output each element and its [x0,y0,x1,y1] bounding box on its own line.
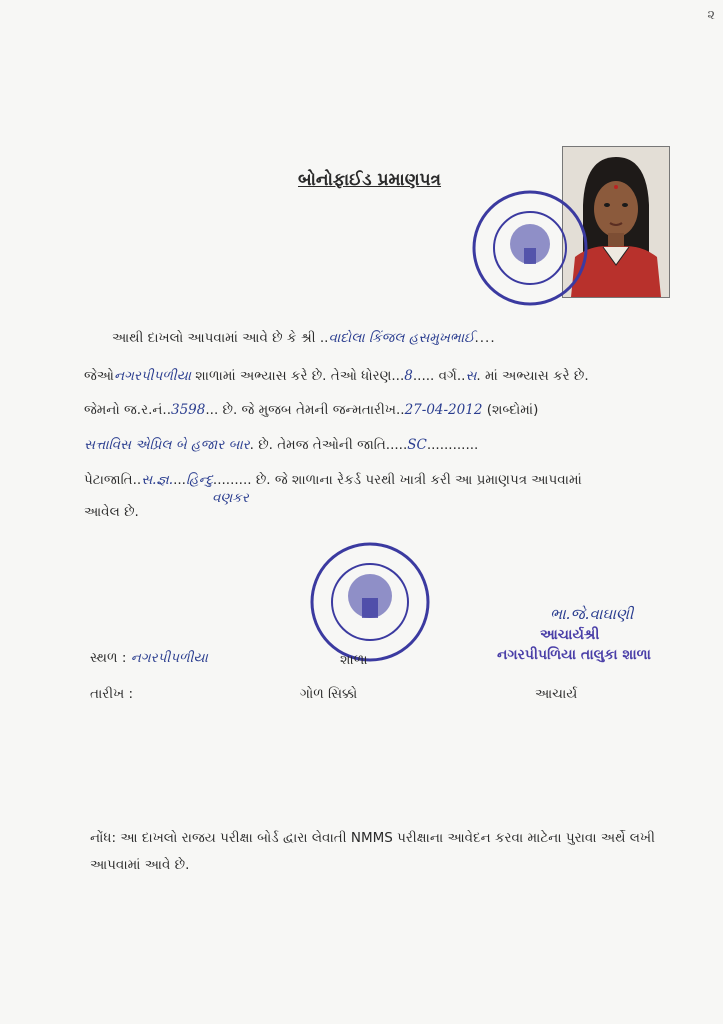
signature-name: ભા.જે.વાઘાણી [550,605,634,623]
body-line-3: જેમનો જ.ર.નં..3598... છે. જે મુજબ તેમની જન્મતારીખ..27-04-2012 (શબ્દોમાં) [84,402,539,418]
school-seal-bottom [308,540,432,664]
date-label: તારીખ : [90,686,134,702]
school-seal-top [470,188,590,308]
school-label: શાળા [340,652,368,668]
subcaste-value: હિન્દુ [185,472,213,488]
body-line-5: પેટાજાતિ..સ.જ્ઞ....હિન્દુ......... છે. જે શાળાના રેકર્ડ પરથી ખાત્રી કરી આ પ્રમાણપત્ર આપવામાં [84,472,582,488]
standard-value: 8 [404,368,413,384]
body-line-6: આવેલ છે. [84,504,139,520]
caste-value: SC [407,437,427,453]
school-name-handwritten: નગરપીપળીયા [113,368,191,384]
signature-stamp-school: નગરપીપળિયા તાલુકા શાળા [497,647,651,663]
student-name: વાદોલા કિંજલ હસમુખભાઈ [328,330,475,346]
subcaste-extra: વણકર [212,490,249,506]
dob-in-words: સત્તાવિસ એપ્રિલ બે હજાર બાર [84,437,250,453]
signature-stamp-title: આચાર્યશ્રી [540,627,600,643]
registration-number: 3598 [171,402,206,418]
seal-label: ગોળ સિક્કો [300,686,358,702]
footnote: નોંધ: આ દાખલો રાજય પરીક્ષા બોર્ડ દ્વારા લેવાતી NMMS પરીક્ષાના આવેદન કરવા માટેના પુરાવા અર્થે લખી આપવામાં આવે છે. [90,830,655,873]
religion-value: સ.જ્ઞ. [141,472,174,488]
page-title: બોનોફાઈડ પ્રમાણપત્ર [298,170,442,190]
principal-label: આચાર્ય [535,686,578,702]
place-value: નગરપીપળીયા [130,650,208,666]
page-number: ૨ [707,8,715,23]
body-line-1: આથી દાખલો આપવામાં આવે છે કે શ્રી ..વાદોલા કિંજલ હસમુખભાઈ.... [112,330,496,346]
place-label: સ્થળ : [90,650,127,666]
body-line-4: સત્તાવિસ એપ્રિલ બે હજાર બાર. છે. તેમજ તેઓની જાતિ.....SC............ [84,437,479,453]
place-row [90,650,208,666]
date-of-birth: 27-04-2012 [404,402,483,418]
division-value: સ [465,368,477,384]
body-line-2: જેઓનગરપીપળીયા શાળામાં અભ્યાસ કરે છે. તેઓ ધોરણ...8..... વર્ગ..સ. માં અભ્યાસ કરે છે. [84,368,589,384]
